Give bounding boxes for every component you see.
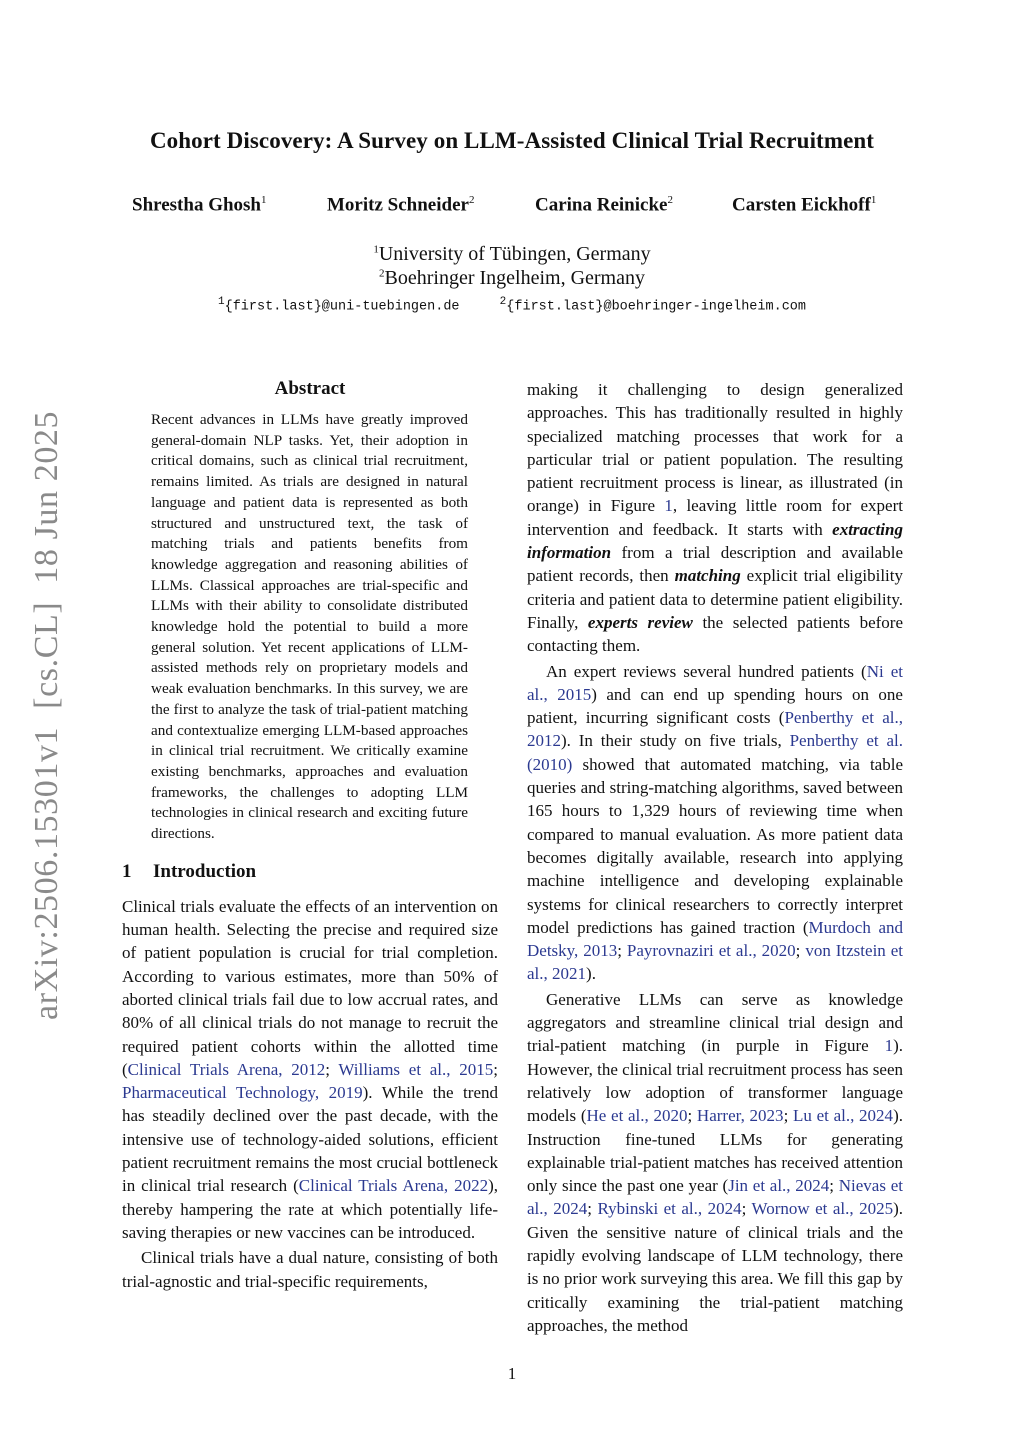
intro-paragraph: Generative LLMs can serve as knowledge aggregators and streamline clinical trial design and trial-patient matching (in purple in Figure 1). However, the clinical trial recruitment process has seen relatively low adoption of transformer language models (He et al., 2020; Harrer, 2023; Lu et al., 2024). Instruction fine-tuned LLMs for generating explainable trial-patient matches has received attention only since the past one year (Jin et al., 2024; Nievas et al., 2024; Rybinski et al., 2024; Wornow et al., 2025). Given the sensitive nature of clinical trials and the rapidly evolving landscape of LLM technology, there is no prior work surveying this area. We fill this gap by critically examining the trial-patient matching approaches, the method [527, 989, 904, 1335]
citation-link[interactable]: Clinical Trials Arena, 2022 [298, 1176, 489, 1196]
citation-link[interactable]: Payrovnaziri et al., 2020 [626, 941, 796, 961]
arxiv-date: 18 Jun 2025 [28, 410, 65, 584]
citation-link[interactable]: von Itzstein et al., 2021 [527, 941, 903, 984]
citation-link[interactable]: Williams et al., 2015 [338, 1059, 494, 1079]
citation-link[interactable]: Penberthy et al., 2012 [527, 708, 903, 751]
figure-link[interactable]: 1 [884, 1036, 894, 1056]
citation-link[interactable]: Murdoch and Detsky, 2013 [527, 917, 903, 961]
page-number: 1 [507, 1364, 517, 1383]
citation-link[interactable]: Jin et al., 2024 [728, 1176, 830, 1196]
arxiv-category: [cs.CL] [28, 601, 65, 709]
citation-link[interactable]: Rybinski et al., 2024 [597, 1199, 742, 1219]
citation-link[interactable]: Pharmaceutical Technology, 2019 [122, 1083, 363, 1103]
emphasis: matching [674, 566, 741, 586]
arxiv-stamp [28, 410, 66, 1020]
citation-link[interactable]: Ni et al., 2015 [527, 661, 903, 704]
citation-link[interactable]: Clinical Trials Arena, 2012 [127, 1059, 326, 1079]
author-name: Shrestha Ghosh$^1$ [132, 194, 267, 216]
citation-link[interactable]: Nievas et al., 2024 [527, 1176, 903, 1219]
emphasis: experts review [587, 612, 693, 632]
arxiv-id: arXiv:2506.15301v1 [28, 726, 65, 1020]
intro-paragraph: Clinical trials evaluate the effects of an intervention on human health. Selecting the precise and required size of patient population is crucial for trial completion. According to various estimates, more than 50% of aborted clinical trials fail due to low accrual rates, and 80% of all clinical trials do not manage to recruit the required patient cohorts within the allotted time (Clinical Trials Arena, 2012; Williams et al., 2015; Pharmaceutical Technology, 2019). While the trend has steadily declined over the past decade, with the intensive use of technology-aided solutions, efficient patient recruitment remains the most crucial bottleneck in clinical trial research (Clinical Trials Arena, 2022), thereby hampering the rate at which potentially life-saving therapies or new vaccines can be introduced. [122, 896, 498, 1242]
intro-paragraph: making it challenging to design generalized approaches. This has traditionally resulted in highly specialized matching processes that work for a particular trial or patient population. The resulting patient recruitment process is linear, as illustrated (in orange) in Figure 1, leaving little room for expert intervention and feedback. It starts with extracting information from a trial description and available patient records, then matching explicit trial eligibility criteria and patient data to determine patient eligibility. Finally, experts review the selected patients before contacting them. [527, 380, 903, 656]
citation-link[interactable]: Harrer, 2023 [696, 1106, 784, 1126]
paper-title: Cohort Discovery: A Survey on LLM-Assisted Clinical Trial Recruitment [149, 128, 875, 153]
author-name: Moritz Schneider$^2$ [327, 194, 475, 216]
citation-link[interactable]: Wornow et al., 2025 [751, 1199, 894, 1219]
abstract-heading: Abstract [274, 378, 346, 399]
citation-link[interactable]: He et al., 2020 [586, 1106, 688, 1126]
intro-paragraph: Clinical trials have a dual nature, consisting of both trial-agnostic and trial-specific requirements, [122, 1248, 498, 1291]
left-column [122, 374, 498, 1293]
figure-link[interactable]: 1 [664, 496, 673, 516]
right-column [527, 378, 903, 1337]
author-list [132, 194, 892, 224]
intro-paragraph: An expert reviews several hundred patients (Ni et al., 2015) and can end up spending hours on one patient, incurring significant costs (Penberthy et al., 2012). In their study on five trials, Penberthy et al. (2010) showed that automated matching, via table queries and string-matching algorithms, saved between 165 hours to 1,329 hours of reviewing time when compared to manual evaluation. As more patient data becomes digitally available, research into applying machine intelligence and developing explainable systems for clinical researchers to correctly interpret model predictions has gained traction (Murdoch and Detsky, 2013; Payrovnaziri et al., 2020; von Itzstein et al., 2021). [527, 661, 903, 984]
abstract-text: Recent advances in LLMs have greatly improved general-domain NLP tasks. Yet, their adoption in critical domains, such as clinical trial recruitment, remains limited. As trials are designed in natural language and patient data is represented as both structured and unstructured text, the task of matching trials and patients benefits from knowledge aggregation and reasoning abilities of LLMs. Classical approaches are trial-specific and LLMs with their ability to consolidate distributed knowledge hold the potential to build a more general solution. Yet recent applications of LLM-assisted methods rely on proprietary models and weak evaluation benchmarks. In this survey, we are the first to analyze the task of trial-patient matching and contextualize emerging LLM-based approaches in clinical trial recruitment. We critically examine existing benchmarks, approaches and evaluation frameworks, the challenges to adopting LLM technologies in clinical research and exciting future directions. [151, 411, 468, 843]
affiliation: $^2$Boehringer Ingelheim, Germany [379, 267, 645, 289]
section-heading: 1 Introduction [122, 860, 257, 882]
affiliation: $^1$University of Tübingen, Germany [373, 243, 651, 265]
author-name: Carsten Eickhoff$^1$ [732, 194, 877, 216]
citation-link[interactable]: Lu et al., 2024 [793, 1106, 894, 1126]
author-name: Carina Reinicke$^2$ [535, 194, 673, 216]
email-list [0, 296, 1024, 315]
emphasis: extracting information [527, 519, 903, 563]
citation-link[interactable]: Penberthy et al. (2010) [527, 731, 903, 774]
email-address: $^2${first.last}@boehringer-ingelheim.com [499, 296, 807, 315]
email-address: $^1${first.last}@uni-tuebingen.de [217, 296, 460, 315]
